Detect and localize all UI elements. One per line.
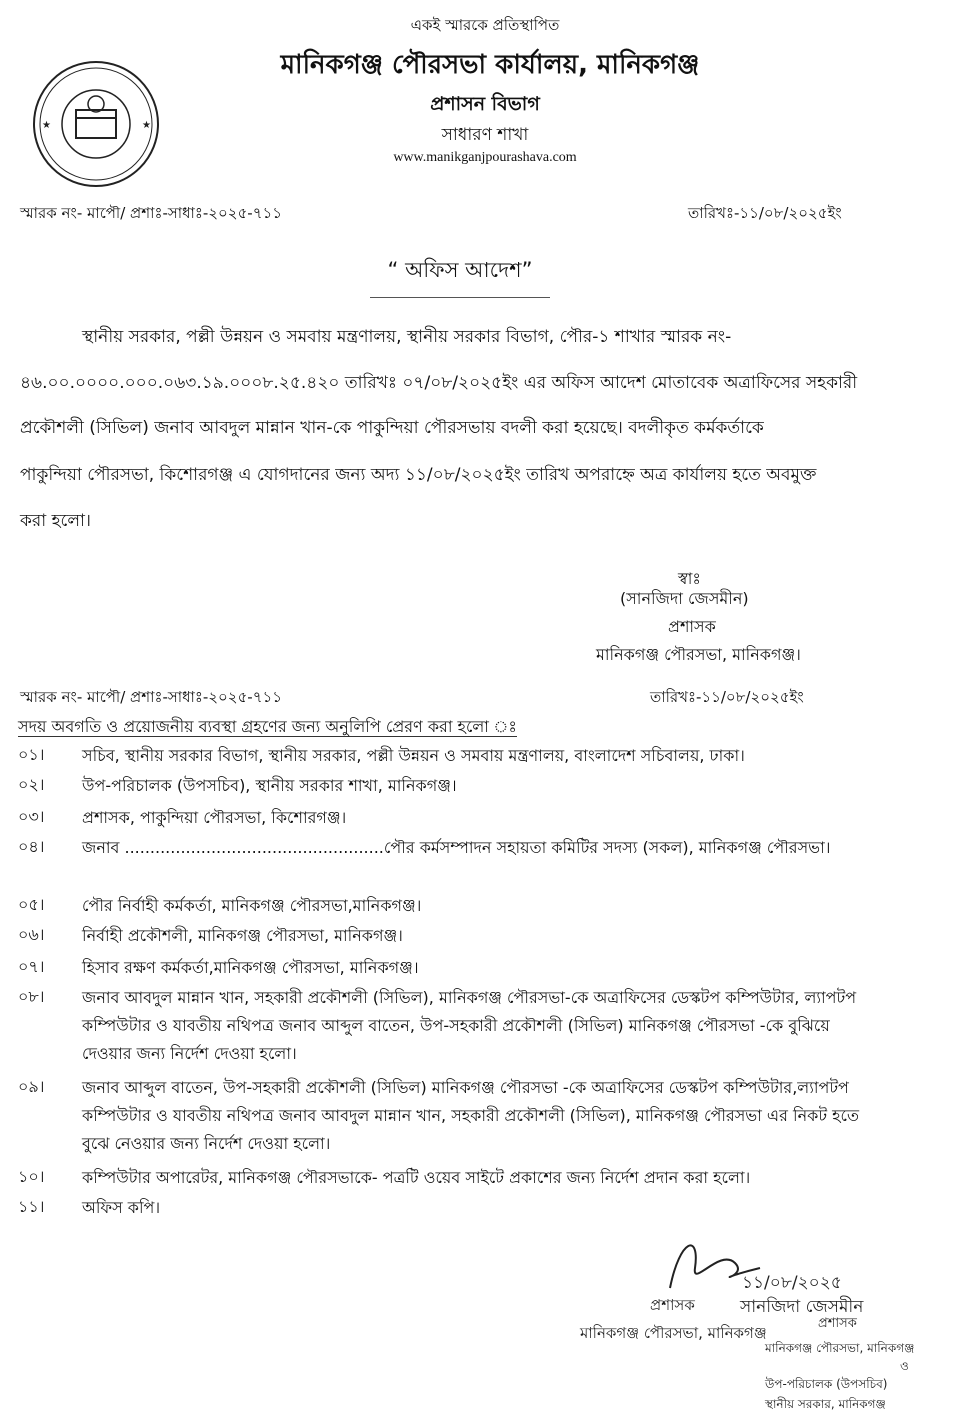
stamp-and: ও bbox=[900, 1359, 909, 1373]
top-note: একই স্মারকে প্রতিস্থাপিত bbox=[410, 16, 560, 34]
body-line-3: প্রকৌশলী (সিভিল) জনাব আবদুল মান্নান খান-কে পাকুন্দিয়া পৌরসভায় বদলী করা হয়েছে। বদলীকৃত কর্মকর্তাকে bbox=[20, 418, 764, 438]
list-item-text: পৌর নির্বাহী কর্মকর্তা, মানিকগঞ্জ পৌরসভা,মানিকগঞ্জ। bbox=[82, 896, 422, 915]
stamp-office: মানিকগঞ্জ পৌরসভা, মানিকগঞ্জ bbox=[580, 1324, 767, 1342]
list-item-text: অফিস কপি। bbox=[82, 1198, 161, 1217]
body-line-5: করা হলো। bbox=[20, 511, 92, 531]
memo-number: স্মারক নং- মাপৌ/ প্রশাঃ-সাধাঃ-২০২৫-৭১১ bbox=[20, 204, 282, 222]
list-item-number: ১১। bbox=[18, 1197, 45, 1216]
stamp-name: সানজিদা জেসমীন bbox=[740, 1297, 864, 1317]
list-item-text: নির্বাহী প্রকৌশলী, মানিকগঞ্জ পৌরসভা, মানিকগঞ্জ। bbox=[82, 926, 403, 945]
signatory-office: মানিকগঞ্জ পৌরসভা, মানিকগঞ্জ। bbox=[596, 645, 801, 664]
sign-mark: স্বাঃ bbox=[678, 569, 701, 588]
office-title: মানিকগঞ্জ পৌরসভা কার্যালয়, মানিকগঞ্জ bbox=[280, 50, 700, 80]
stamp-office-2: মানিকগঞ্জ পৌরসভা, মানিকগঞ্জ bbox=[765, 1341, 915, 1355]
body-line-4: পাকুন্দিয়া পৌরসভা, কিশোরগঞ্জ এ যোগদানের জন্য অদ্য ১১/০৮/২০২৫ইং তারিখ অপরাহ্নে অত্র কার্যালয় হতে অবমুক্ত bbox=[20, 465, 817, 485]
branch-name: সাধারণ শাখা bbox=[441, 125, 529, 145]
copy-intro-text: সদয় অবগতি ও প্রয়োজনীয় ব্যবস্থা গ্রহণের জন্য অনুলিপি প্রেরণ করা হলো ঃ bbox=[18, 717, 517, 736]
stamp-line-2: উপ-পরিচালক (উপসচিব) bbox=[765, 1377, 888, 1391]
list-item-number: ০৩। bbox=[18, 807, 45, 826]
stamp-designation-2: প্রশাসক bbox=[818, 1316, 857, 1331]
list-item-number: ০৮। bbox=[18, 987, 45, 1006]
stamp-line-3: স্থানীয় সরকার, মানিকগঞ্জ bbox=[765, 1397, 886, 1411]
body-line-2: ৪৬.০০.০০০০.০০০.০৬৩.১৯.০০০৮.২৫.৪২০ তারিখঃ ০৭/০৮/২০২৫ইং এর অফিস আদেশ মোতাবেক অত্রাফিসের সহকারী bbox=[20, 373, 858, 393]
website-link[interactable]: www.manikganjpourashava.com bbox=[393, 150, 577, 165]
list-item-number: ১০। bbox=[18, 1167, 45, 1186]
body-line-1: স্থানীয় সরকার, পল্লী উন্নয়ন ও সমবায় মন্ত্রণালয়, স্থানীয় সরকার বিভাগ, পৌর-১ শাখার স্মারক নং- bbox=[82, 327, 732, 347]
list-item-number: ০৯। bbox=[18, 1077, 45, 1096]
list-item-number: ০২। bbox=[18, 775, 45, 794]
department-name: প্রশাসন বিভাগ bbox=[430, 93, 540, 115]
list-item-text: প্রশাসক, পাকুন্দিয়া পৌরসভা, কিশোরগঞ্জ। bbox=[82, 808, 347, 827]
svg-text:★: ★ bbox=[42, 120, 51, 131]
memo-date: তারিখঃ-১১/০৮/২০২৫ইং bbox=[688, 204, 842, 222]
list-item-number: ০৭। bbox=[18, 957, 45, 976]
list-item-text: হিসাব রক্ষণ কর্মকর্তা,মানিকগঞ্জ পৌরসভা, মানিকগঞ্জ। bbox=[82, 958, 419, 977]
memo2-number: স্মারক নং- মাপৌ/ প্রশাঃ-সাধাঃ-২০২৫-৭১১ bbox=[20, 688, 282, 706]
order-title: “ অফিস আদেশ” bbox=[370, 254, 550, 298]
memo2-date: তারিখঃ-১১/০৮/২০২৫ইং bbox=[650, 688, 804, 706]
list-item-number: ০৪। bbox=[18, 837, 45, 856]
list-item-text: জনাব আব্দুল বাতেন, উপ-সহকারী প্রকৌশলী (সিভিল) মানিকগঞ্জ পৌরসভা -কে অত্রাফিসের ডেস্কটপ কম্পিউটার,ল্যাপটপ কম্পিউটার ও যাবতীয় নথিপত্র জনাব আবদুল মান্নান খান, সহকারী প্রকৌশলী (সিভিল), মানিকগঞ্জ পৌরসভা এর নিকট হতে বুঝে নেওয়ার জন্য নির্দেশ দেওয়া হলো। bbox=[82, 1078, 859, 1153]
list-item-text: জনাব ...................................................পৌর কর্মসম্পাদন সহায়তা কমিটির সদস্য (সকল), মানিকগঞ্জ পৌরসভা। bbox=[82, 838, 831, 857]
list-item-text: উপ-পরিচালক (উপসচিব), স্থানীয় সরকার শাখা, মানিকগঞ্জ। bbox=[82, 776, 457, 795]
list-item-text: জনাব আবদুল মান্নান খান, সহকারী প্রকৌশলী (সিভিল), মানিকগঞ্জ পৌরসভা-কে অত্রাফিসের ডেস্কটপ কম্পিউটার, ল্যাপটপ কম্পিউটার ও যাবতীয় নথিপত্র জনাব আব্দুল বাতেন, উপ-সহকারী প্রকৌশলী (সিভিল) মানিকগঞ্জ পৌরসভা -কে বুঝিয়ে দেওয়ার জন্য নির্দেশ দেওয়া হলো। bbox=[82, 988, 857, 1063]
list-item-text: কম্পিউটার অপারেটর, মানিকগঞ্জ পৌরসভাকে- পত্রটি ওয়েব সাইটে প্রকাশের জন্য নির্দেশ প্রদান করা হলো। bbox=[82, 1168, 751, 1187]
stamp-date: ১১/০৮/২০২৫ bbox=[742, 1273, 842, 1293]
svg-text:★: ★ bbox=[142, 120, 151, 131]
list-item-number: ০৫। bbox=[18, 895, 45, 914]
list-item-number: ০১। bbox=[18, 745, 45, 764]
list-item-number: ০৬। bbox=[18, 925, 45, 944]
signatory-designation: প্রশাসক bbox=[668, 617, 716, 636]
list-item-text: সচিব, স্থানীয় সরকার বিভাগ, স্থানীয় সরকার, পল্লী উন্নয়ন ও সমবায় মন্ত্রণালয়, বাংলাদেশ সচিবালয়, ঢাকা। bbox=[82, 746, 745, 765]
copy-intro bbox=[18, 714, 517, 741]
municipality-seal bbox=[30, 58, 162, 190]
signatory-name: (সানজিদা জেসমীন) bbox=[620, 589, 749, 608]
stamp-designation: প্রশাসক bbox=[650, 1296, 695, 1314]
